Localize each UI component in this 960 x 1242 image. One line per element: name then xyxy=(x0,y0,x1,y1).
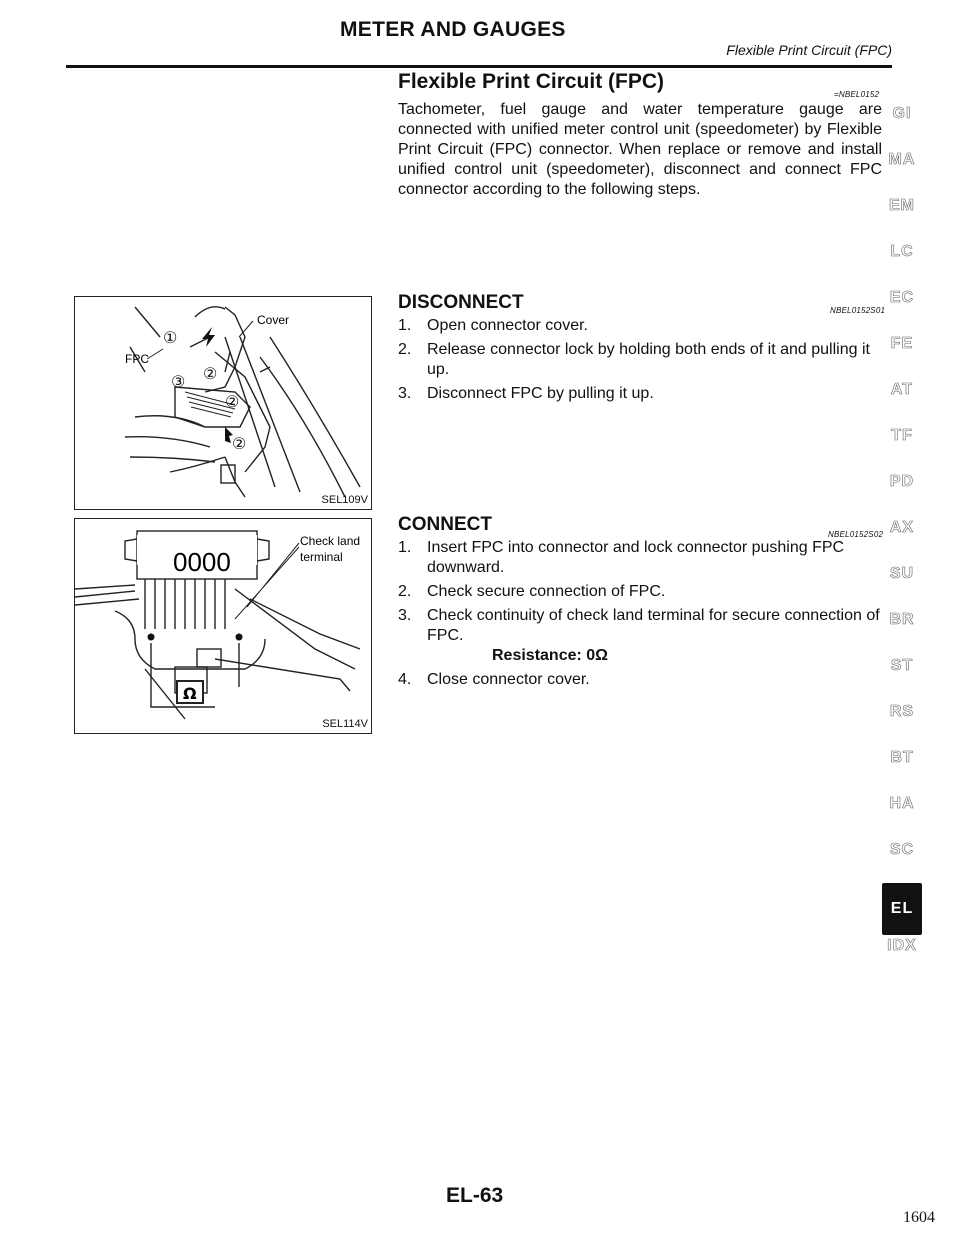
tab-gi[interactable]: GI xyxy=(892,105,912,122)
section-intro: Tachometer, fuel gauge and water temperature gauge are connected with unified meter control unit (speedometer) by Flexible Print Circuit (FPC) connector. When replace or remove and install unified control unit (speedometer), disconnect and connect FPC connector according to the following steps. xyxy=(398,101,882,198)
marker-2b: ② xyxy=(225,394,240,411)
probe-tip-left xyxy=(148,634,155,641)
figure-connect xyxy=(74,518,372,734)
tab-br[interactable]: BR xyxy=(889,611,915,628)
section-tab-strip xyxy=(882,105,922,983)
step-text: Disconnect FPC by pulling it up. xyxy=(427,385,654,402)
label-fpc: FPC xyxy=(125,352,149,366)
figure-code: SEL109V xyxy=(321,494,368,506)
step-text: Check continuity of check land terminal for secure connection of FPC. xyxy=(427,607,880,644)
step-text: Insert FPC into connector and lock connector pushing FPC downward. xyxy=(427,539,845,576)
tab-lc[interactable]: LC xyxy=(890,243,914,260)
ohm-symbol: Ω xyxy=(183,684,197,703)
tab-el-active[interactable]: EL xyxy=(882,883,922,935)
tab-ma[interactable]: MA xyxy=(888,151,916,168)
step-number: 4. xyxy=(398,671,412,688)
step-text: Close connector cover. xyxy=(427,671,590,688)
resistance-spec: Resistance: 0Ω xyxy=(492,647,608,664)
tab-su[interactable]: SU xyxy=(889,565,915,582)
chip-label: 0000 xyxy=(173,547,231,577)
figure-code: SEL114V xyxy=(322,718,368,730)
section-code: =NBEL0152 xyxy=(834,90,880,99)
tab-em[interactable]: EM xyxy=(889,197,915,214)
tab-at[interactable]: AT xyxy=(890,381,914,398)
disconnect-code: NBEL0152S01 xyxy=(830,306,886,315)
tab-pd[interactable]: PD xyxy=(889,473,915,490)
step-number: 1. xyxy=(398,539,412,556)
section-title: Flexible Print Circuit (FPC) xyxy=(398,70,665,93)
step-item xyxy=(398,340,884,380)
step-item xyxy=(398,316,884,336)
marker-1: ① xyxy=(163,330,178,347)
step-item xyxy=(398,606,884,666)
connector-cover-illustration xyxy=(75,297,371,509)
step-number: 2. xyxy=(398,341,412,358)
connect-heading: CONNECT xyxy=(398,514,492,535)
tab-ha[interactable]: HA xyxy=(889,795,915,812)
label-check-land: Check land xyxy=(300,534,361,548)
step-item xyxy=(398,582,884,602)
marker-2a: ② xyxy=(203,366,218,383)
tab-ec[interactable]: EC xyxy=(889,289,915,306)
tab-sc[interactable]: SC xyxy=(889,841,915,858)
step-number: 2. xyxy=(398,583,412,600)
step-number: 3. xyxy=(398,607,412,624)
check-land-illustration xyxy=(75,519,371,733)
tab-idx[interactable]: IDX xyxy=(887,937,917,954)
step-item xyxy=(398,538,884,578)
tab-tf[interactable]: TF xyxy=(891,427,913,444)
step-number: 1. xyxy=(398,317,412,334)
probe-tip-right xyxy=(236,634,243,641)
tab-fe[interactable]: FE xyxy=(890,335,914,352)
tab-rs[interactable]: RS xyxy=(889,703,915,720)
page-header-title: METER AND GAUGES xyxy=(340,18,566,41)
page-number: 1604 xyxy=(903,1209,935,1226)
label-cover: Cover xyxy=(257,313,290,327)
header-divider xyxy=(66,65,892,68)
step-text: Check secure connection of FPC. xyxy=(427,583,666,600)
label-terminal: terminal xyxy=(300,550,343,564)
step-item xyxy=(398,384,884,404)
marker-2c: ② xyxy=(232,436,247,453)
connect-steps xyxy=(398,538,884,694)
figure-disconnect xyxy=(74,296,372,510)
disconnect-heading: DISCONNECT xyxy=(398,292,524,313)
step-text: Open connector cover. xyxy=(427,317,588,334)
tab-bt[interactable]: BT xyxy=(890,749,914,766)
page-header-subtitle: Flexible Print Circuit (FPC) xyxy=(726,42,892,58)
step-text: Release connector lock by holding both ends of it and pulling it up. xyxy=(427,341,870,378)
connect-code: NBEL0152S02 xyxy=(828,530,884,539)
marker-3: ③ xyxy=(171,374,186,391)
disconnect-steps xyxy=(398,316,884,408)
step-item xyxy=(398,670,884,690)
tab-st[interactable]: ST xyxy=(890,657,914,674)
page-label: EL-63 xyxy=(446,1184,504,1207)
tab-ax[interactable]: AX xyxy=(889,519,915,536)
step-number: 3. xyxy=(398,385,412,402)
